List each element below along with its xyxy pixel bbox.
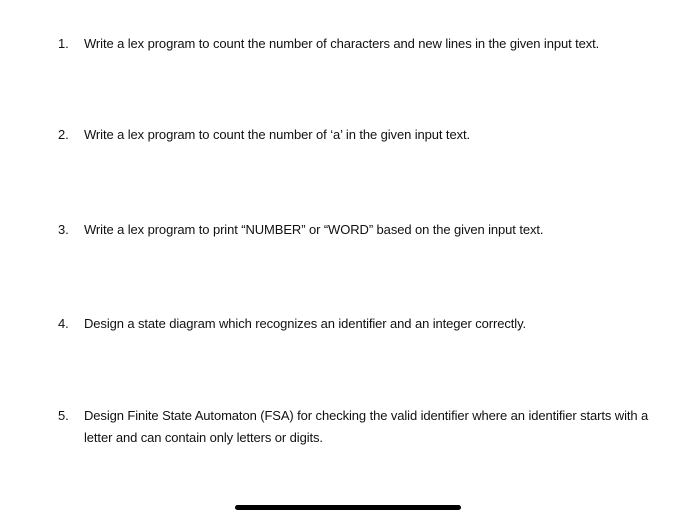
question-number: 1. <box>58 36 69 51</box>
question-text: Design Finite State Automaton (FSA) for checking the valid identifier where an identifier starts with a letter and can contain only letters or digits. <box>84 408 649 445</box>
question-item <box>58 219 658 241</box>
question-number: 3. <box>58 222 69 237</box>
question-text: Design a state diagram which recognizes an identifier and an integer correctly. <box>84 316 527 331</box>
question-number: 4. <box>58 316 69 331</box>
question-item <box>58 405 658 449</box>
question-number: 5. <box>58 408 69 423</box>
question-text: Write a lex program to count the number of ‘a’ in the given input text. <box>84 127 470 142</box>
question-item <box>58 33 658 55</box>
question-text: Write a lex program to print “NUMBER” or “WORD” based on the given input text. <box>84 222 544 237</box>
question-text: Write a lex program to count the number of characters and new lines in the given input text. <box>84 36 600 51</box>
question-item <box>58 313 658 335</box>
question-number: 2. <box>58 127 69 142</box>
home-indicator-bar[interactable] <box>235 505 461 510</box>
question-item <box>58 124 658 146</box>
